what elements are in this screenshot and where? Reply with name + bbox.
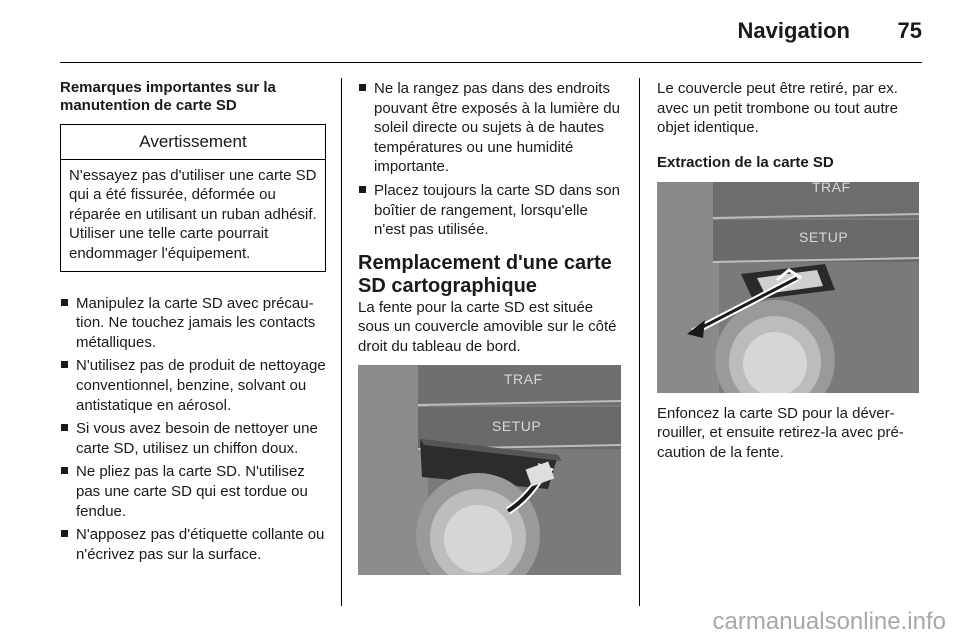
watermark: carmanualsonline.info bbox=[712, 608, 946, 635]
section-title: Remplacement d'une carte SD cartographique bbox=[358, 251, 612, 297]
section-body: La fente pour la carte SD est située sous un couvercle amovible sur le côté droit du tableau de bord. bbox=[358, 298, 617, 355]
list-item bbox=[60, 356, 326, 415]
extraction-heading: Extraction de la carte SD bbox=[657, 153, 834, 171]
cover-removal-text: Le couvercle peut être retiré, par ex. avec un petit trombone ou tout autre objet identique. bbox=[657, 80, 898, 137]
list-item bbox=[60, 525, 326, 564]
sd-handling-heading: Remarques importantes sur la manutention de carte SD bbox=[60, 79, 276, 114]
list-item-text: Ne pliez pas la carte SD. N'utilisez pas une carte SD qui est tordue ou fendue. bbox=[76, 463, 308, 520]
sd-card-extraction-photo bbox=[657, 182, 919, 393]
page-number: 75 bbox=[897, 18, 922, 43]
header-rule bbox=[60, 62, 922, 63]
column-2 bbox=[358, 79, 623, 575]
extraction-illustration bbox=[657, 182, 919, 393]
bullet-square-icon bbox=[61, 467, 68, 474]
photo-label-traf: TRAF bbox=[504, 370, 543, 387]
warning-title: Avertissement bbox=[61, 125, 325, 160]
handling-bullet-list bbox=[60, 294, 326, 565]
column-1 bbox=[60, 79, 326, 568]
bullet-square-icon bbox=[61, 424, 68, 431]
page-header-title: Navigation bbox=[737, 18, 850, 43]
photo-label-traf: TRAF bbox=[812, 181, 851, 195]
sd-slot-cover-photo bbox=[358, 365, 621, 575]
list-item bbox=[60, 462, 326, 521]
list-item-text: Ne la rangez pas dans des endroits pouvant être exposés à la lumière du soleil directe ou sujets à de hautes températures ou une humidité importante. bbox=[374, 80, 620, 176]
list-item-text: Placez toujours la carte SD dans son boîtier de rangement, lorsqu'elle n'est pas utilisée. bbox=[374, 181, 620, 239]
list-item bbox=[60, 419, 326, 458]
list-item-text: Si vous avez besoin de nettoyer une carte SD, utilisez un chiffon doux. bbox=[76, 420, 318, 457]
column-3 bbox=[657, 79, 922, 463]
warning-box bbox=[60, 124, 326, 272]
list-item-text: N'utilisez pas de produit de nettoyage conventionnel, benzine, solvant ou antistatique en aérosol. bbox=[76, 357, 326, 414]
bullet-square-icon bbox=[61, 299, 68, 306]
list-item bbox=[60, 294, 326, 353]
bullet-square-icon bbox=[61, 361, 68, 368]
storage-bullet-list bbox=[358, 79, 623, 240]
list-item bbox=[358, 79, 623, 177]
warning-body: N'essayez pas d'utiliser une carte SD qui a été fissurée, déformée ou réparée en utilisant un ruban adhésif. Utiliser une telle carte pourrait endommager l'équipement. bbox=[69, 166, 317, 262]
photo-label-setup: SETUP bbox=[799, 228, 849, 245]
column-divider-1 bbox=[341, 78, 342, 606]
extraction-instructions: Enfoncez la carte SD pour la déverrouiller, et ensuite retirez-la avec précaution de la fente. bbox=[657, 404, 904, 461]
bullet-square-icon bbox=[61, 530, 68, 537]
photo-label-setup: SETUP bbox=[492, 417, 542, 434]
list-item-text: N'apposez pas d'étiquette collante ou n'écrivez pas sur la surface. bbox=[76, 526, 325, 563]
dashboard-illustration bbox=[358, 365, 621, 575]
bullet-square-icon bbox=[359, 84, 366, 91]
list-item bbox=[358, 181, 623, 240]
column-divider-2 bbox=[639, 78, 640, 606]
list-item-text: Manipulez la carte SD avec précaution. Ne touchez jamais les contacts métalliques. bbox=[76, 294, 316, 351]
bullet-square-icon bbox=[359, 186, 366, 193]
